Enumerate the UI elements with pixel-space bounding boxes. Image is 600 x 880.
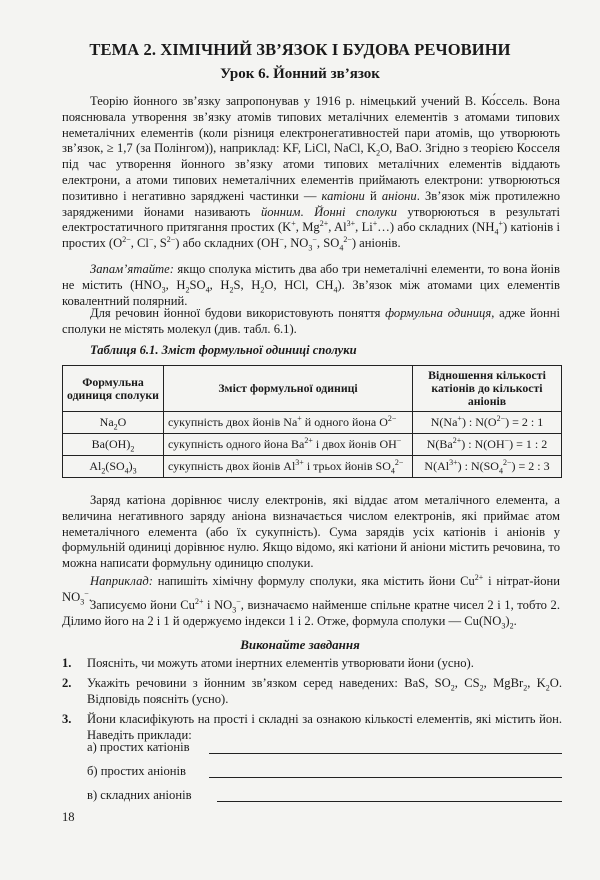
table-header: Відношення кількості катіонів до кількості аніонів — [413, 366, 562, 412]
example-label: Наприклад: — [90, 574, 153, 588]
paragraph-charge: Заряд катіона дорівнює числу електронів, які віддає атом металічного елемента, а величина негативного заряду аніона визначається числом електронів, які приймає атом неметалічного елемента (або їх сукупність). Сума зарядів усіх катіонів і аніонів у формульній одиниці дорівнює нулю. Якщо відомо, які катіони й аніони містить речовина, то можна написати формульну одиницю сполуки. — [62, 493, 560, 571]
answer-label: б) простих аніонів — [87, 764, 186, 778]
answer-line[interactable] — [217, 801, 562, 802]
term-ionic: йонним — [260, 204, 301, 219]
formula-unit-table — [62, 365, 562, 478]
term-formula-unit: формульна одиниця — [385, 306, 492, 320]
paragraph-solution: Записуємо йони $Cu^{2+}$ і $NO_3^-$, визначаємо найменше спільне кратне чисел 2 і 1, тобто 2. Ділимо його на 2 і 1 й одержуємо індекси 1 і 2. Отже, формула сполуки — $Cu(NO_3)_2$. — [62, 596, 560, 631]
formula-cell: $Al_2(SO_4)_3$ — [63, 456, 164, 478]
task-number: 3. — [62, 712, 72, 726]
term-cations: катіони — [321, 188, 365, 203]
remember-label: Запам’ятайте: — [90, 262, 174, 276]
paragraph-remember: Запам’ятайте: якщо сполука містить два або три неметалічні елементи, то вона йонів не містить ($HNO_3$, $H_2SO_4$, $H_2S$, $H_2O$, HCl, $CH_4$). Зв’язок між атомами цих елементів ковалентний полярний. — [62, 262, 560, 308]
task-text: Укажіть речовини з йонним зв’язком серед наведених: BaS, $SO_2$, $CS_2$, MgBr$_2$, $K_2O$. Відповідь поясніть (усно). — [87, 676, 562, 706]
topic-title: ТЕМА 2. ХІМІЧНИЙ ЗВ’ЯЗОК І БУДОВА РЕЧОВИНИ — [89, 40, 511, 59]
answer-row — [87, 764, 562, 780]
answer-line[interactable] — [209, 753, 562, 754]
answer-label: а) простих катіонів — [87, 740, 190, 754]
term-ionic-compounds: Йонні сполуки — [314, 204, 397, 219]
lesson-title: Урок 6. Йонний зв’язок — [220, 66, 380, 82]
formula-cell: $Ba(OH)_2$ — [63, 434, 164, 456]
table-row — [63, 434, 562, 456]
task-item — [62, 676, 562, 708]
page-number: 18 — [62, 810, 75, 824]
tasks-heading: Виконайте завдання — [240, 637, 360, 652]
task-text: Йони класифікують на прості і складні за ознакою кількості елементів, які містить йон. Наведіть приклади: — [87, 712, 562, 742]
table-header: Зміст формульної одиниці — [164, 366, 413, 412]
answer-label: в) складних аніонів — [87, 788, 192, 802]
task-item — [62, 656, 562, 672]
task-number: 2. — [62, 676, 72, 690]
ratio-cell: $N(Ba^{2+})$ : N(OH−) = 1 : 2 — [413, 434, 562, 456]
ratio-cell: $N(Al^{3+})$ : $N(SO_4^{2-}) = 2$ : 3 — [413, 456, 562, 478]
paragraph-formula-unit: Для речовин йонної будови використовують поняття формульна одиниця, адже йонні сполуки не містять молекул (див. табл. 6.1). — [62, 306, 560, 336]
task-number: 1. — [62, 656, 72, 670]
task-item — [62, 712, 562, 744]
answer-row — [87, 740, 562, 756]
answer-row — [87, 788, 562, 804]
table-row — [63, 456, 562, 478]
ratio-cell: N(Na+) : $N(O^{2-}) = 2$ : 1 — [413, 412, 562, 434]
content-cell: сукупність двох йонів $Al^{3+}$ і трьох йонів $SO_4^{2-}$ — [164, 456, 413, 478]
table-caption: Таблиця 6.1. Зміст формульної одиниці сполуки — [90, 343, 357, 357]
task-text: Поясніть, чи можуть атоми інертних елементів утворювати йони (усно). — [87, 656, 474, 670]
paragraph-example: Наприклад: напишіть хімічну формулу сполуки, яка містить йони $Cu^{2+}$ і нітрат-йони $NO_3^-$. — [62, 572, 560, 607]
answer-line[interactable] — [209, 777, 562, 778]
formula-cell: $Na_2O$ — [63, 412, 164, 434]
table-header-row — [63, 366, 562, 412]
table-row — [63, 412, 562, 434]
term-anions: аніони — [381, 188, 417, 203]
content-cell: сукупність одного йона $Ba^{2+}$ і двох йонів OH− — [164, 434, 413, 456]
table-header: Формульна одиниця сполуки — [63, 366, 164, 412]
paragraph-intro: Теорію йонного зв’язку запропонував у 1916 р. німецький учений В. Ко́ссель. Вона пояснювала утворення зв’язку атомів типових металічних елементів з атомами типових неметалічних елементів (коли різниця електронегативностей пари атомів, що утворюють зв’язок, ≥ 1,7 (за Полінгом)), наприклад: KF, LiCl, NaCl, $K_2O$, BaO. Згідно з теорією Косселя під час утворення йонного зв’язку атоми типових металічних елементів віддають електрони, а атоми типових неметалічних елементів приймають електрони: утворюються позитивно і негативно заряджені частинки — катіони й аніони. Зв’язок між протилежно зарядженими йонами називають йонним. Йонні сполуки утворюються в результаті електростатичного притягання простих (K+, $Mg^{2+}$, $Al^{3+}$, Li+…) або складних $(NH_4^+)$ катіонів і простих ($O^{2-}$, Cl−, $S^{2-}$) або складних (OH−, $NO_3^-$, $SO_4^{2-}$) аніонів. — [62, 94, 561, 253]
content-cell: сукупність двох йонів Na+ й одного йона $O^{2-}$ — [164, 412, 413, 434]
